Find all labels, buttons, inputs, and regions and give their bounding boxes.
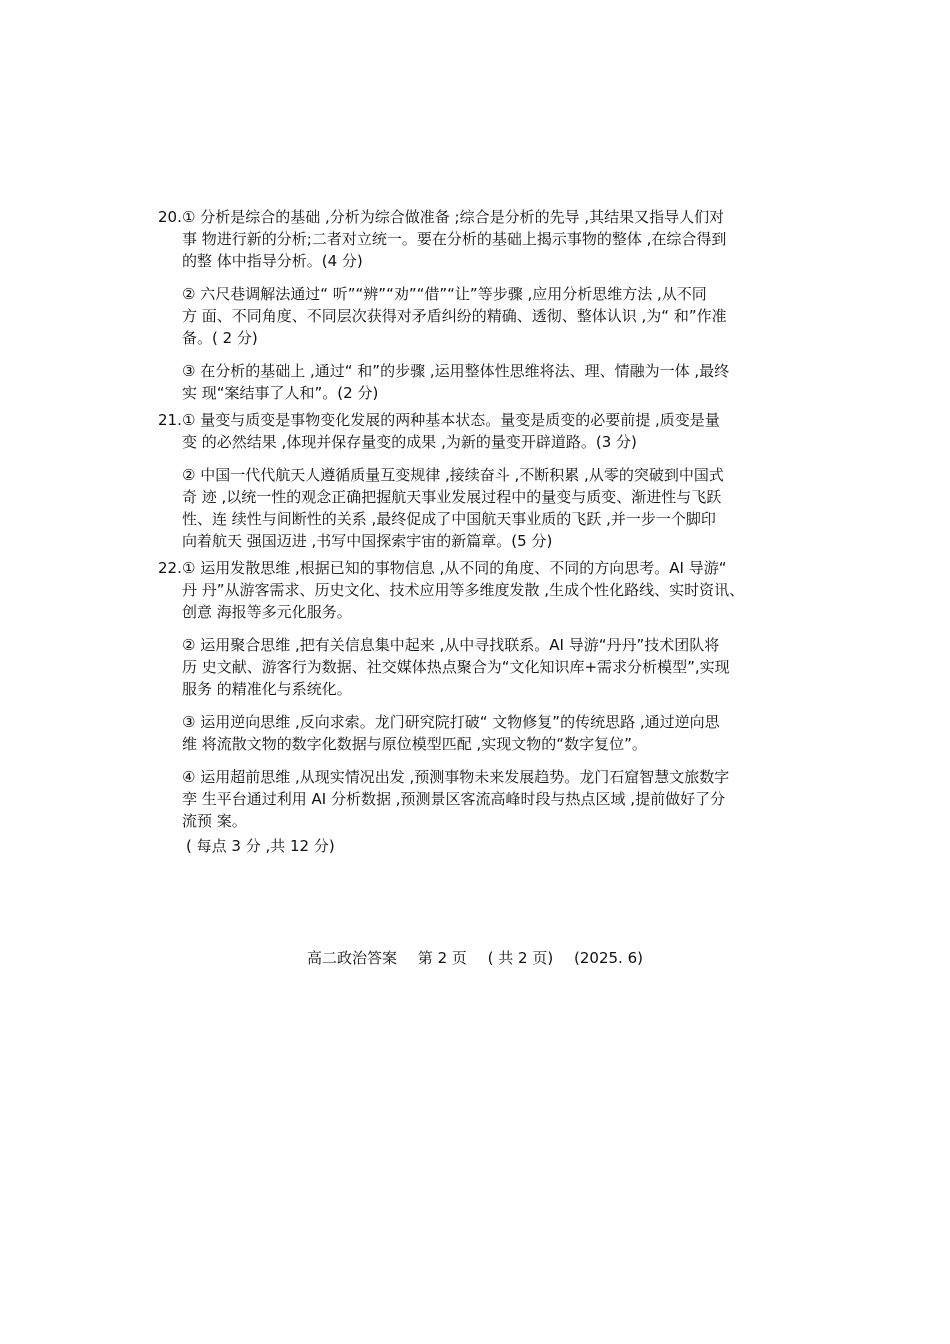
answer-paragraph: ① 分析是综合的基础 ,分析为综合做准备 ;综合是分析的先导 ,其结果又指导人们对 事 物进行新的分析;二者对立统一。要在分析的基础上揭示事物的整体 ,在综合得到 的整 体中指导分析。(4 分) xyxy=(182,208,727,270)
question-22 xyxy=(158,557,798,832)
footer-date: (2025. 6) xyxy=(574,949,643,967)
footer-page-number: 第 2 页 xyxy=(417,949,467,967)
answer-paragraph: ③ 在分析的基础上 ,通过“ 和”的步骤 ,运用整体性思维将法、理、情融为一体 ,最终 实 现“案结事了人和”。(2 分) xyxy=(182,362,730,402)
question-20 xyxy=(158,206,798,404)
answer-paragraph: ④ 运用超前思维 ,从现实情况出发 ,预测事物未来发展趋势。龙门石窟智慧文旅数字 孪 生平台通过利用 AI 分析数据 ,预测景区客流高峰时段与热点区域 ,提前做好了分 流预 案。 xyxy=(182,768,730,830)
answer-content xyxy=(158,206,798,857)
score-note: ( 每点 3 分 ,共 12 分) xyxy=(186,837,335,855)
question-number: 22. xyxy=(158,559,182,577)
footer-page-total: ( 共 2 页) xyxy=(487,949,554,967)
answer-paragraph: ② 六尺巷调解法通过“ 听”“辨”“劝”“借”“让”等步骤 ,应用分析思维方法 ,从不同 方 面、不同角度、不同层次获得对矛盾纠纷的精确、透彻、整体认识 ,为“ 和”作准 备。( 2 分) xyxy=(182,285,727,347)
answer-paragraph: ② 运用聚合思维 ,把有关信息集中起来 ,从中寻找联系。AI 导游“丹丹”技术团队将 历 史文献、游客行为数据、社交媒体热点聚合为“文化知识库+需求分析模型”,实现 服务 的精准化与系统化。 xyxy=(182,636,730,698)
answer-paragraph: ① 量变与质变是事物变化发展的两种基本状态。量变是质变的必要前提 ,质变是量 变 的必然结果 ,体现并保存量变的成果 ,为新的量变开辟道路。(3 分) xyxy=(182,411,720,451)
answer-paragraph: ① 运用发散思维 ,根据已知的事物信息 ,从不同的角度、不同的方向思考。AI 导游“ 丹 丹”从游客需求、历史文化、技术应用等多维度发散 ,生成个性化路线、实时资讯、 创意 海报等多元化服务。 xyxy=(182,559,745,621)
question-21 xyxy=(158,409,798,552)
answer-paragraph: ② 中国一代代航天人遵循质量互变规律 ,接续奋斗 ,不断积累 ,从零的突破到中国式 奇 迹 ,以统一性的观念正确把握航天事业发展过程中的量变与质变、渐进性与飞跃 性、连 续性与间断性的关系 ,最终促成了中国航天事业质的飞跃 ,并一步一个脚印 向着航天 强国迈进 ,书写中国探索宇宙的新篇章。(5 分) xyxy=(182,466,724,550)
page-footer xyxy=(0,947,950,969)
question-number: 20. xyxy=(158,208,182,226)
footer-title: 高二政治答案 xyxy=(307,949,398,967)
answer-paragraph: ③ 运用逆向思维 ,反向求索。龙门研究院打破“ 文物修复”的传统思路 ,通过逆向思 维 将流散文物的数字化数据与原位模型匹配 ,实现文物的“数字复位”。 xyxy=(182,713,720,753)
question-number: 21. xyxy=(158,411,182,429)
